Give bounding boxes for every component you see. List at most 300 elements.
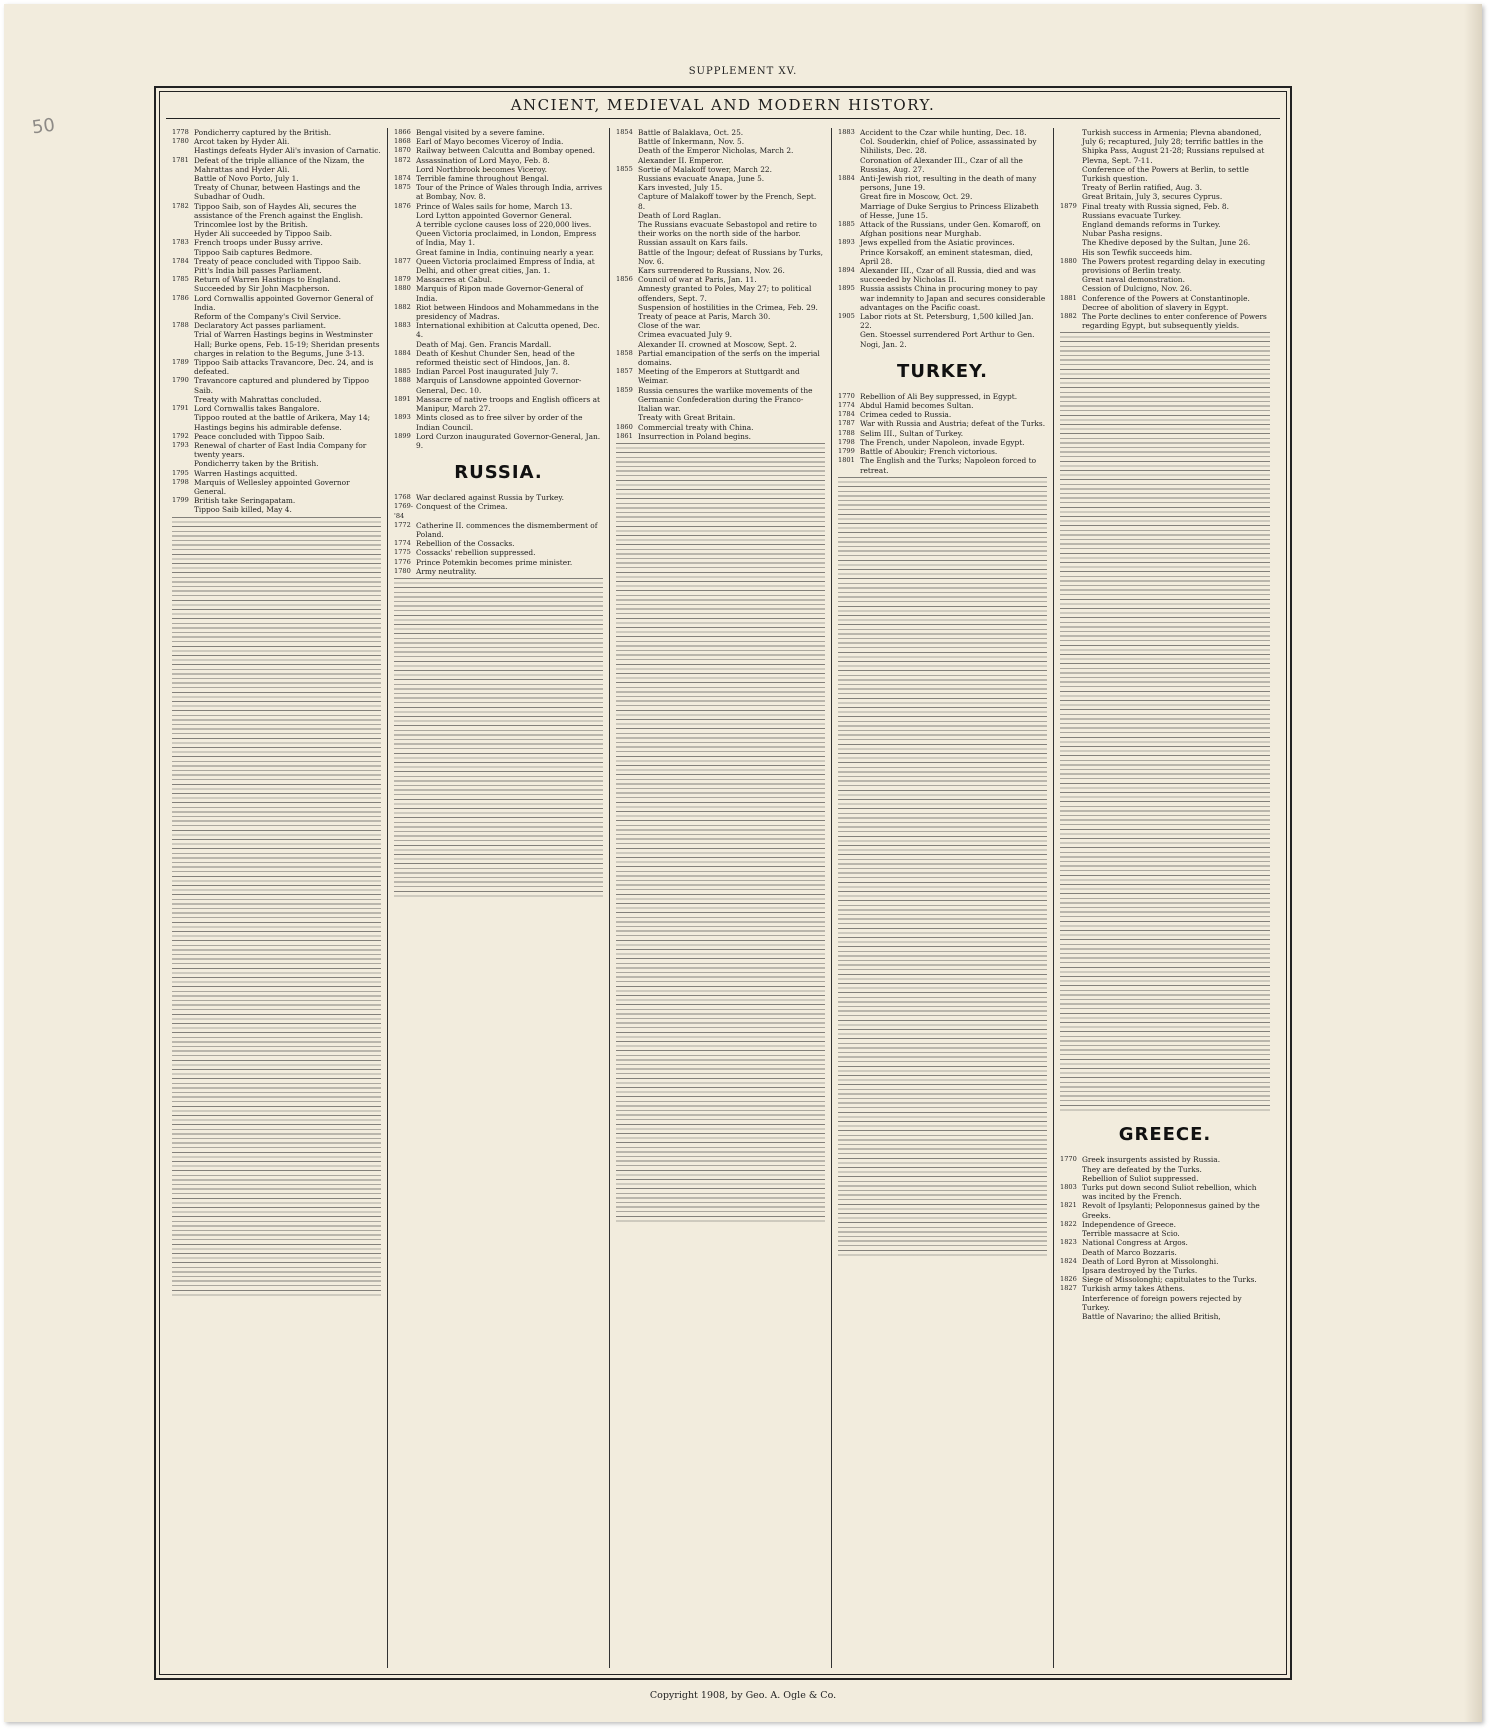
entry-year	[616, 211, 638, 220]
entry-year	[616, 321, 638, 330]
history-entry	[616, 248, 825, 266]
entry-text: War with Russia and Austria; defeat of the Turks.	[860, 419, 1046, 429]
entry-year	[1060, 192, 1082, 201]
history-entry	[1060, 1248, 1270, 1257]
history-entry	[838, 401, 1047, 410]
entry-text: Anti-Jewish riot, resulting in the death of many persons, June 19.	[860, 174, 1037, 193]
entry-text: Trincomlee lost by the British.	[194, 220, 308, 230]
entry-year: 1881	[1060, 293, 1077, 302]
entry-year	[616, 248, 638, 266]
entry-text: The Khedive deposed by the Sultan, June 26.	[1082, 238, 1251, 248]
history-entry	[172, 128, 381, 137]
entry-year: 1876	[394, 201, 411, 210]
entry-year	[172, 174, 194, 183]
history-entry	[172, 238, 381, 247]
entry-year: 1859	[616, 385, 633, 394]
entry-year	[172, 413, 194, 431]
history-entry	[838, 156, 1047, 174]
entry-text: Death of Maj. Gen. Francis Mardall.	[416, 339, 552, 349]
entry-text: Queen Victoria proclaimed, in London, Empress of India, May 1.	[416, 229, 597, 248]
entry-year: 1905	[838, 312, 855, 321]
entry-text: Interference of foreign powers rejected by Turkey.	[1082, 1293, 1242, 1312]
history-entry	[394, 558, 603, 567]
history-entry	[394, 321, 603, 339]
entry-year: 1790	[172, 376, 189, 385]
entry-year	[394, 211, 416, 220]
document-page	[4, 4, 1482, 1722]
section-heading: GREECE.	[1118, 1124, 1212, 1146]
entry-year: 1894	[838, 266, 855, 275]
entry-text: Selim III., Sultan of Turkey.	[860, 428, 964, 438]
entry-year: 1787	[838, 419, 855, 428]
entry-year: 1879	[1060, 201, 1077, 210]
history-entry	[616, 330, 825, 339]
history-entry	[1060, 275, 1270, 284]
text-column	[832, 128, 1054, 1668]
entry-year: 1885	[394, 367, 411, 376]
entry-year	[1060, 128, 1082, 165]
history-entry	[1060, 1155, 1270, 1164]
entry-text: His son Tewfik succeeds him.	[1082, 247, 1193, 257]
entry-text: Ipsara destroyed by the Turks.	[1082, 1265, 1198, 1275]
section-heading: TURKEY.	[897, 360, 988, 382]
entry-year	[1060, 238, 1082, 247]
entry-text: Arcot taken by Hyder Ali.	[194, 137, 290, 147]
history-entry	[616, 238, 825, 247]
entry-text: Cossacks' rebellion suppressed.	[416, 548, 536, 558]
history-entry	[1060, 165, 1270, 183]
entry-year: 1866	[394, 128, 411, 136]
entry-text: Succeeded by Sir John Macpherson.	[194, 284, 330, 294]
entry-year	[1060, 275, 1082, 284]
entry-year	[394, 229, 416, 247]
entry-text: Capture of Malakoff tower by the French, Sept. 8.	[638, 192, 817, 211]
history-entry	[172, 358, 381, 376]
entry-text: Marquis of Lansdowne appointed Governor-General, Dec. 10.	[416, 376, 582, 395]
entry-year	[616, 137, 638, 146]
entry-text: Russia assists China in procuring money to pay war indemnity to Japan and secures considerable advantages on the Pacific coast.	[860, 284, 1046, 312]
entry-text: Prince Potemkin becomes prime minister.	[416, 557, 573, 567]
entry-year: 1780	[394, 566, 411, 575]
entry-year	[1060, 220, 1082, 229]
entry-year: 1870	[394, 146, 411, 155]
entry-text: Russian assault on Kars fails.	[638, 238, 748, 248]
entry-text: French troops under Bussy arrive.	[194, 238, 323, 248]
history-entry	[838, 392, 1047, 401]
entry-year: 1884	[838, 174, 855, 183]
entry-year: 1827	[1060, 1284, 1077, 1293]
history-entry	[616, 367, 825, 385]
entry-text: Reform of the Company's Civil Service.	[194, 312, 342, 322]
entry-text: Tippoo Saib, son of Haydes Ali, secures the assistance of the French against the English.	[194, 201, 363, 220]
entry-year: 1783	[172, 238, 189, 247]
entry-year	[172, 229, 194, 238]
history-entry	[394, 229, 603, 247]
entry-year	[616, 340, 638, 349]
entry-text: Gen. Stoessel surrendered Port Arthur to Gen. Nogi, Jan. 2.	[860, 330, 1035, 349]
entry-text: Marriage of Duke Sergius to Princess Elizabeth of Hesse, June 15.	[860, 201, 1039, 220]
entry-text: Independence of Greece.	[1082, 1219, 1176, 1229]
history-entry	[838, 447, 1047, 456]
history-entry	[172, 275, 381, 284]
entry-year	[172, 146, 194, 155]
history-entry	[616, 312, 825, 321]
entry-text: Peace concluded with Tippoo Saib.	[194, 431, 325, 441]
entry-text: Amnesty granted to Poles, May 27; to political offenders, Sept. 7.	[638, 284, 812, 303]
entry-text: Revolt of Ipsylanti; Peloponnesus gained by the Greeks.	[1082, 1201, 1260, 1220]
entry-year	[172, 220, 194, 229]
history-entry	[838, 238, 1047, 247]
history-entry	[394, 220, 603, 229]
text-column	[610, 128, 832, 1668]
entry-year	[172, 248, 194, 257]
entry-year	[1060, 229, 1082, 238]
history-entry	[394, 183, 603, 201]
entry-text: Battle of Balaklava, Oct. 25.	[638, 128, 744, 137]
history-entry	[838, 128, 1047, 137]
history-entry	[172, 156, 381, 174]
entry-year: 1774	[394, 539, 411, 548]
history-entry	[172, 294, 381, 312]
history-entry	[1060, 1220, 1270, 1229]
history-entry	[616, 146, 825, 155]
history-entry	[1060, 211, 1270, 220]
history-entry	[394, 275, 603, 284]
history-entry	[616, 183, 825, 192]
history-entry	[838, 284, 1047, 312]
entry-text: Treaty with Great Britain.	[638, 413, 736, 423]
entry-year	[616, 284, 638, 302]
entry-year: 1772	[394, 520, 411, 529]
entry-year: 1874	[394, 174, 411, 183]
entry-text: Rebellion of Ali Bey suppressed, in Egypt.	[860, 391, 1018, 401]
history-entry	[394, 165, 603, 174]
history-entry	[616, 266, 825, 275]
entry-text: The English and the Turks; Napoleon forced to retreat.	[860, 456, 1037, 475]
history-entry	[616, 165, 825, 174]
entry-year: 1799	[172, 496, 189, 505]
history-entry	[394, 432, 603, 450]
entry-text: Rebellion of the Cossacks.	[416, 539, 515, 549]
entry-year: 1884	[394, 348, 411, 357]
history-entry	[1060, 238, 1270, 247]
entry-year: 1860	[616, 422, 633, 431]
entry-text: Warren Hastings acquitted.	[194, 468, 298, 478]
entry-text: Crimea evacuated July 9.	[638, 330, 733, 340]
history-entry	[616, 386, 825, 414]
entry-text: War declared against Russia by Turkey.	[416, 493, 564, 503]
history-entry	[838, 429, 1047, 438]
entry-year	[1060, 1165, 1082, 1174]
copyright-footer: Copyright 1908, by Geo. A. Ogle & Co.	[649, 1690, 837, 1701]
history-entry	[394, 367, 603, 376]
entry-year	[1060, 1266, 1082, 1275]
entry-year: 1883	[394, 321, 411, 330]
history-entry	[172, 257, 381, 266]
entry-text: Kars invested, July 15.	[638, 183, 723, 193]
entry-year: 1880	[394, 284, 411, 293]
entry-text: Pondicherry taken by the British.	[194, 459, 319, 469]
entry-year	[1060, 165, 1082, 183]
history-entry	[394, 376, 603, 394]
entry-text: Lord Curzon inaugurated Governor-General, Jan. 9.	[416, 431, 601, 450]
entry-text: Prince of Wales sails for home, March 13.	[416, 201, 573, 211]
entry-text: Army neutrality.	[416, 566, 477, 576]
entry-year	[838, 248, 860, 266]
entry-year: 1774	[838, 401, 855, 410]
entry-year: 1803	[1060, 1183, 1077, 1192]
history-entry	[172, 321, 381, 330]
entry-year: 1858	[616, 348, 633, 357]
entry-year: 1768	[394, 493, 411, 502]
history-entry	[172, 202, 381, 220]
entry-text: Renewal of charter of East India Company for twenty years.	[194, 440, 367, 460]
entry-year: 1868	[394, 137, 411, 146]
text-column	[1054, 128, 1276, 1668]
history-entry	[1060, 220, 1270, 229]
entry-text: The French, under Napoleon, invade Egypt.	[860, 437, 1025, 447]
entry-year	[616, 330, 638, 339]
history-entry	[394, 137, 603, 146]
entry-text: Treaty with Mahrattas concluded.	[194, 394, 322, 404]
entry-text: Cession of Dulcigno, Nov. 26.	[1082, 284, 1192, 294]
history-entry	[172, 266, 381, 275]
entry-text: Crimea ceded to Russia.	[860, 410, 952, 420]
history-entry	[1060, 284, 1270, 293]
entry-year	[172, 266, 194, 275]
entry-text: A terrible cyclone causes loss of 220,000 lives.	[416, 220, 592, 230]
entry-text: Tippoo Saib captures Bedmore.	[194, 247, 313, 257]
history-entry	[616, 220, 825, 238]
entry-text: Battle of Novo Porto, July 1.	[194, 174, 299, 184]
entry-text: The Russians evacuate Sebastopol and retire to their works on the north side of the harbor.	[638, 220, 817, 239]
entry-text: Rebellion of Suliot suppressed.	[1082, 1173, 1199, 1183]
history-entry	[172, 137, 381, 146]
entry-year	[1060, 284, 1082, 293]
history-entry	[394, 493, 603, 502]
entry-year: 1880	[1060, 256, 1077, 265]
entry-text: They are defeated by the Turks.	[1082, 1164, 1202, 1174]
entry-text: Battle of the Ingour; defeat of Russians by Turks, Nov. 6.	[638, 247, 823, 266]
history-entry	[616, 321, 825, 330]
history-entry	[838, 330, 1047, 348]
entry-text: Coronation of Alexander III., Czar of all the Russias, Aug. 27.	[860, 155, 1023, 174]
entry-year	[172, 395, 194, 404]
history-entry	[1060, 1229, 1270, 1238]
entry-year: 1781	[172, 155, 189, 164]
entry-text: Greek insurgents assisted by Russia.	[1082, 1155, 1221, 1165]
entry-text: Terrible massacre at Scio.	[1082, 1229, 1180, 1239]
entry-year: 1788	[172, 321, 189, 330]
dense-text-block	[172, 517, 381, 1297]
content-frame	[154, 86, 1292, 1680]
entry-text: Accident to the Czar while hunting, Dec. 18.	[860, 128, 1027, 137]
pencil-page-mark: 50	[30, 114, 57, 139]
history-entry	[172, 248, 381, 257]
history-entry	[1060, 257, 1270, 275]
entry-year	[616, 174, 638, 183]
entry-year: 1888	[394, 376, 411, 385]
entry-year	[616, 312, 638, 321]
entry-text: Turkish success in Armenia; Plevna abandoned, July 6; recaptured, July 28; terrific battles in the Shipka Pass, August 21-28; Russians repulsed at Plevna, Sept. 7-11.	[1082, 128, 1265, 165]
entry-text: Final treaty with Russia signed, Feb. 8.	[1082, 201, 1229, 211]
history-entry	[1060, 303, 1270, 312]
entry-text: Treaty of peace concluded with Tippoo Saib.	[194, 256, 362, 266]
title-divider	[166, 118, 1280, 119]
history-entry	[616, 174, 825, 183]
history-entry	[172, 413, 381, 431]
page-edge-shadow	[1464, 4, 1482, 1722]
entry-text: Attack of the Russians, under Gen. Komaroff, on Afghan positions near Murghab.	[860, 220, 1041, 239]
entry-year	[1060, 1174, 1082, 1183]
entry-year: 1786	[172, 293, 189, 302]
history-entry	[172, 229, 381, 238]
history-entry	[1060, 1275, 1270, 1284]
history-entry	[172, 284, 381, 293]
history-entry	[1060, 1201, 1270, 1219]
history-entry	[838, 456, 1047, 474]
entry-year: 1823	[1060, 1238, 1077, 1247]
entry-year: 1789	[172, 358, 189, 367]
text-column	[166, 128, 388, 1668]
history-entry	[1060, 312, 1270, 330]
entry-year	[838, 202, 860, 220]
dense-text-block	[394, 578, 603, 898]
entry-year: 1882	[394, 302, 411, 311]
entry-year: 1792	[172, 431, 189, 440]
history-entry	[394, 128, 603, 137]
history-entry	[172, 478, 381, 496]
history-entry	[616, 275, 825, 284]
entry-year	[838, 330, 860, 348]
text-columns	[166, 128, 1276, 1668]
entry-text: Alexander II. Emperor.	[638, 155, 724, 165]
history-entry	[172, 174, 381, 183]
entry-year: 1826	[1060, 1275, 1077, 1284]
history-entry	[616, 156, 825, 165]
entry-year: 1784	[172, 256, 189, 265]
history-entry	[394, 202, 603, 211]
entry-year: 1799	[838, 447, 855, 456]
history-entry	[838, 266, 1047, 284]
entry-year: 1785	[172, 275, 189, 284]
entry-year	[616, 238, 638, 247]
entry-text: National Congress at Argos.	[1082, 1238, 1188, 1248]
history-entry	[616, 303, 825, 312]
entry-text: Treaty of peace at Paris, March 30.	[638, 312, 771, 322]
history-entry	[172, 469, 381, 478]
entry-text: Alexander III., Czar of all Russia, died and was succeeded by Nicholas II.	[860, 266, 1036, 285]
entry-text: Conference of the Powers at Constantinople.	[1082, 293, 1250, 303]
entry-year	[1060, 1248, 1082, 1257]
entry-text: Prince Korsakoff, an eminent statesman, died, April 28.	[860, 247, 1033, 266]
entry-year: 1885	[838, 220, 855, 229]
entry-text: Death of Lord Byron at Missolonghi.	[1082, 1256, 1219, 1266]
history-entry	[1060, 192, 1270, 201]
entry-text: Tour of the Prince of Wales through India, arrives at Bombay, Nov. 8.	[416, 183, 603, 202]
entry-text: Col. Souderkin, chief of Police, assassinated by Nihilists, Dec. 28.	[860, 137, 1037, 156]
history-entry	[1060, 128, 1270, 165]
history-entry	[394, 349, 603, 367]
entry-year	[172, 505, 194, 514]
entry-text: Lord Cornwallis appointed Governor General of India.	[194, 293, 373, 312]
history-entry	[1060, 1183, 1270, 1201]
entry-year: 1891	[394, 394, 411, 403]
entry-text: The Porte declines to enter conference of Powers regarding Egypt, but subsequently yields.	[1082, 312, 1267, 331]
entry-text: Queen Victoria proclaimed Empress of India, at Delhi, and other great cities, Jan. 1.	[416, 256, 595, 276]
entry-year	[1060, 248, 1082, 257]
entry-text: Russians evacuate Turkey.	[1082, 210, 1182, 220]
entry-year: 1778	[172, 128, 189, 136]
entry-text: Insurrection in Poland begins.	[638, 431, 752, 441]
entry-year	[616, 413, 638, 422]
history-entry	[1060, 1174, 1270, 1183]
history-entry	[172, 432, 381, 441]
entry-text: Battle of Aboukir; French victorious.	[860, 447, 998, 457]
entry-year	[172, 459, 194, 468]
history-entry	[838, 410, 1047, 419]
history-entry	[1060, 1165, 1270, 1174]
entry-year	[172, 330, 194, 358]
entry-year	[394, 248, 416, 257]
entry-text: International exhibition at Calcutta opened, Dec. 4.	[416, 321, 600, 340]
history-entry	[394, 248, 603, 257]
entry-text: Defeat of the triple alliance of the Nizam, the Mahrattas and Hyder Ali.	[194, 155, 365, 174]
entry-year: 1788	[838, 428, 855, 437]
entry-text: The Powers protest regarding delay in executing provisions of Berlin treaty.	[1082, 256, 1266, 276]
entry-year: 1893	[394, 413, 411, 422]
entry-text: Turks put down second Suliot rebellion, which was incited by the French.	[1082, 1183, 1257, 1202]
history-entry	[394, 521, 603, 539]
entry-year: 1822	[1060, 1219, 1077, 1228]
entry-text: Earl of Mayo becomes Viceroy of India.	[416, 137, 564, 147]
entry-year	[394, 340, 416, 349]
entry-year: 1856	[616, 275, 633, 284]
entry-year	[616, 156, 638, 165]
section-heading: RUSSIA.	[454, 462, 543, 484]
history-entry	[616, 413, 825, 422]
entry-year	[838, 156, 860, 174]
entry-year: 1877	[394, 256, 411, 265]
history-entry	[394, 548, 603, 557]
dense-text-block	[616, 443, 825, 1223]
entry-year: 1861	[616, 431, 633, 440]
entry-year: 1798	[838, 437, 855, 446]
history-entry	[172, 146, 381, 155]
history-entry	[394, 567, 603, 576]
entry-year	[616, 146, 638, 155]
history-entry	[838, 202, 1047, 220]
entry-year: 1782	[172, 201, 189, 210]
entry-year	[1060, 1294, 1082, 1312]
entry-text: Alexander II. crowned at Moscow, Sept. 2.	[638, 339, 797, 349]
history-entry	[394, 174, 603, 183]
entry-text: Russians evacuate Anapa, June 5.	[638, 174, 765, 184]
history-entry	[394, 340, 603, 349]
entry-text: Pitt's India bill passes Parliament.	[194, 266, 322, 276]
entry-year	[616, 266, 638, 275]
entry-text: Railway between Calcutta and Bombay opened.	[416, 146, 595, 156]
entry-text: Close of the war.	[638, 321, 701, 331]
history-entry	[394, 395, 603, 413]
entry-text: Battle of Navarino; the allied British,	[1082, 1311, 1221, 1321]
history-entry	[1060, 248, 1270, 257]
history-entry	[1060, 202, 1270, 211]
entry-text: Sortie of Malakoff tower, March 22.	[638, 164, 772, 174]
history-entry	[616, 423, 825, 432]
entry-year: 1769-'84	[394, 502, 414, 520]
history-entry	[394, 211, 603, 220]
